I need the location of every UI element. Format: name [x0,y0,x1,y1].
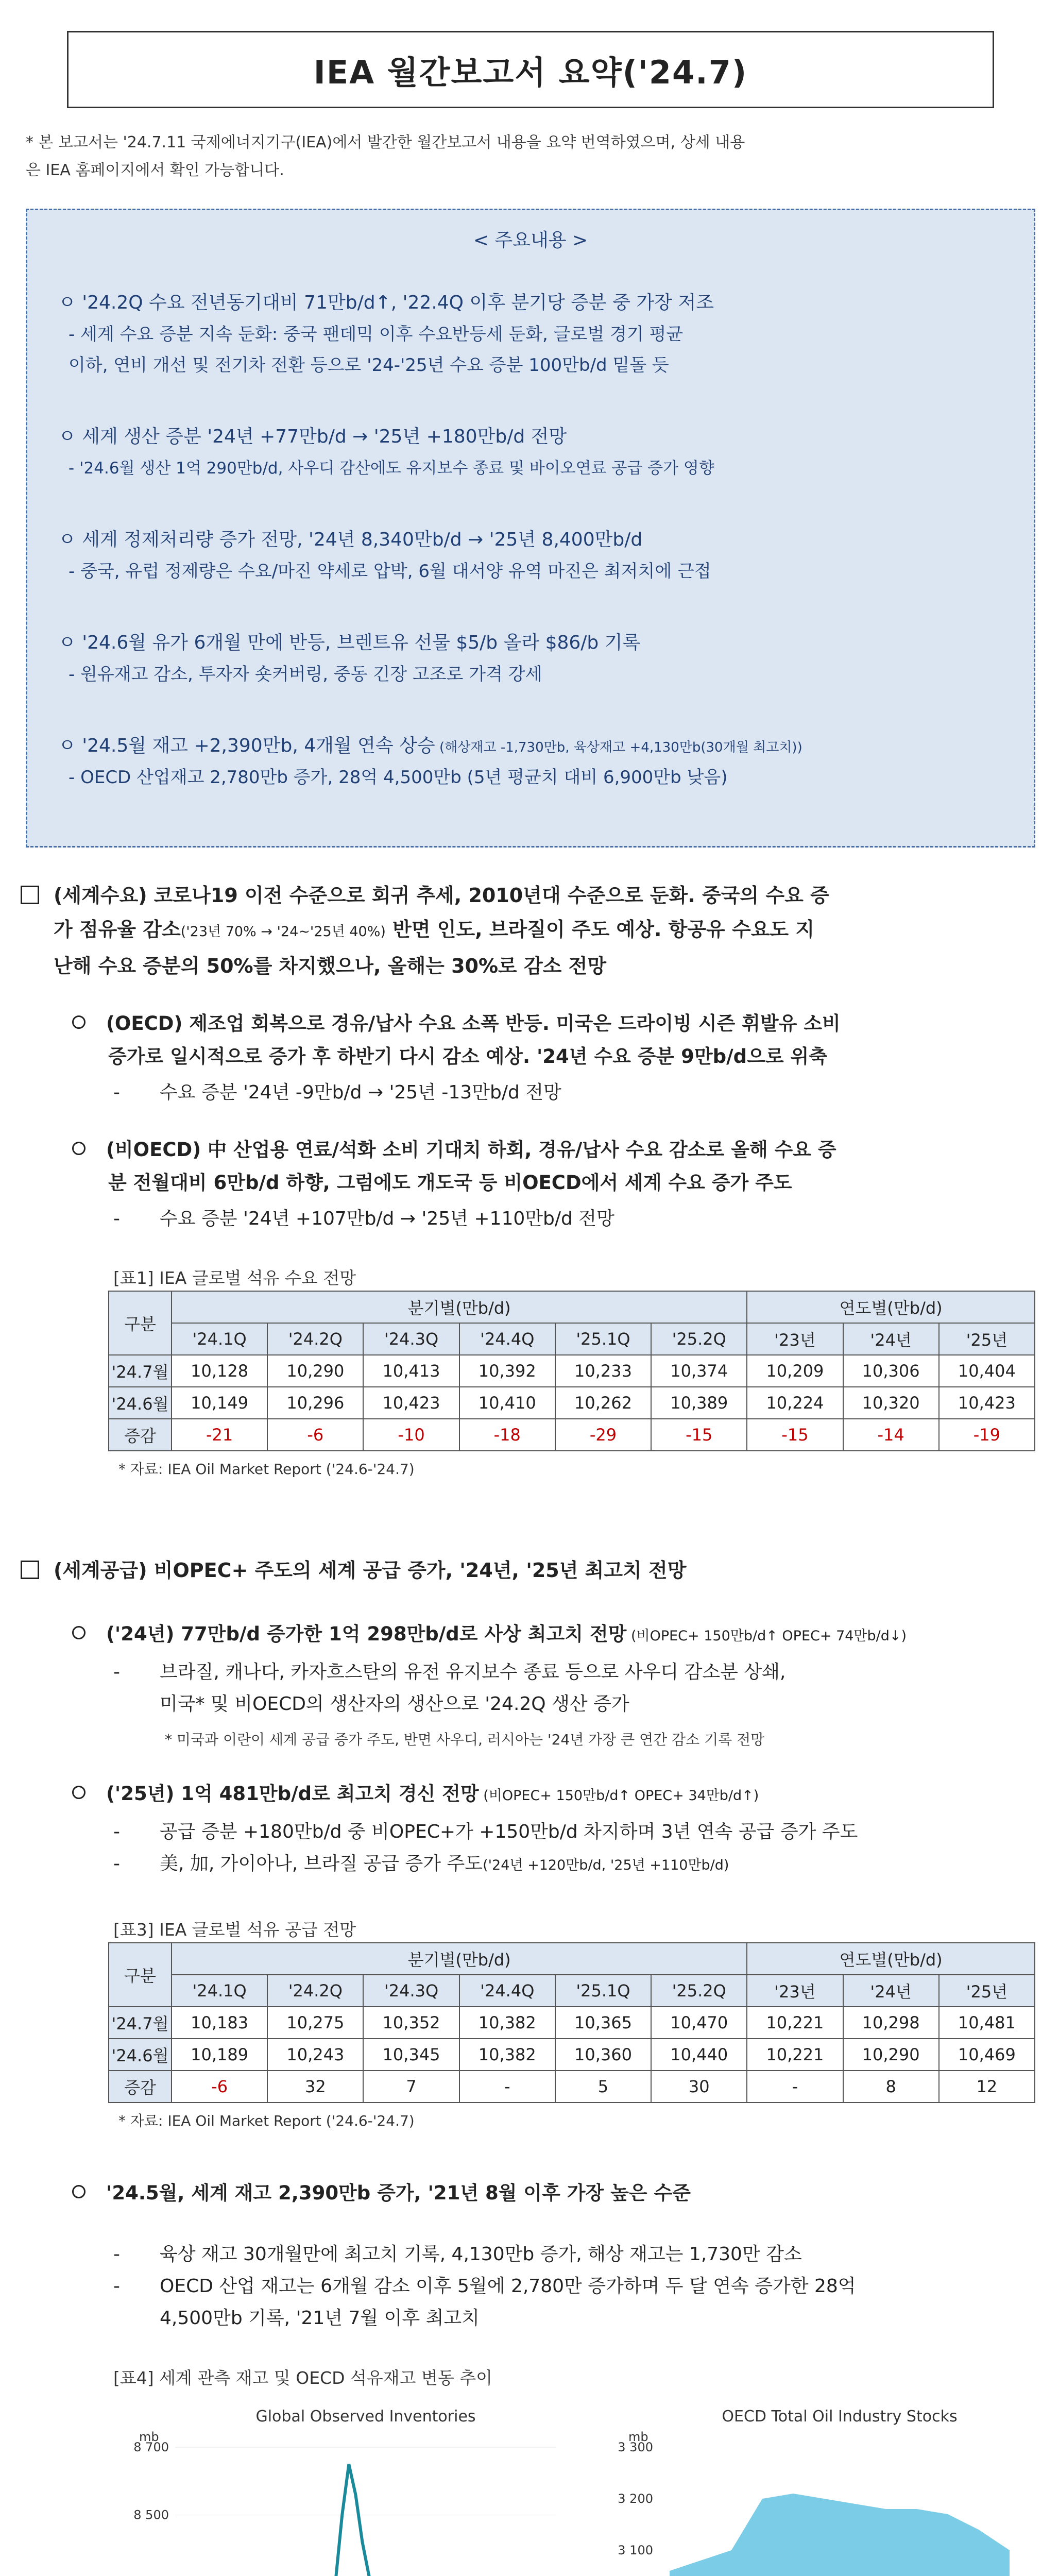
title-box [67,31,994,108]
table-cell: 10,296 [267,1387,363,1419]
y-tick-label: 3 300 [618,2440,653,2454]
table-cell: 10,149 [172,1387,267,1419]
demand-non-oecd-dash: - 수요 증분 '24년 +107만b/d → '25년 +110만b/d 전망 [113,1208,614,1229]
table-col-header: '24.1Q [172,1975,267,2007]
heading-line: (세계공급) 비OPEC+ 주도의 세계 공급 증가, '24년, '25년 최고치 전망 [54,1559,687,1582]
inventory-charts [103,2401,1040,2576]
table-group-quarterly: 분기별(만b/d) [172,1291,747,1323]
table-cell: 7 [363,2071,459,2103]
dash-text: 미국* 및 비OECD의 생산자의 생산으로 '24.2Q 생산 증가 [160,1693,629,1715]
sub-inline-note: (비OPEC+ 150만b/d↑ OPEC+ 34만b/d↑) [479,1788,759,1804]
supply-2025 [72,1777,1040,1812]
inventory-dash: - 육상 재고 30개월만에 최고치 기록, 4,130만b 증가, 해상 재고는 1,730만 감소 - OECD 산업 재고는 6개월 감소 이후 5월에 2,780만 증가하며 두 달 연속 증가한 28억 4,500만b 기록, '21년 7월 이후 최고치 [113,2239,1040,2334]
intro-note [26,129,1035,184]
table-col-header: '25년 [939,1323,1035,1355]
supply-2025-dash: - 공급 증분 +180만b/d 중 비OPEC+가 +150만b/d 차지하며 3년 연속 공급 증가 주도 - 美, 加, 가이아나, 브라질 공급 증가 주도('24년 +120만b/d, '25년 +110만b/d) [113,1821,858,1874]
table-col-header: '25.2Q [651,1323,747,1355]
table-corner: 구분 [109,1291,172,1355]
table-cell: -15 [747,1419,843,1451]
sub-line: ('25년) 1억 481만b/d로 최고치 경신 전망 [106,1783,479,1805]
table-cell: 10,423 [363,1387,459,1419]
key-item-sub: - '24.6월 생산 1억 290만b/d, 사우디 감산에도 유지보수 종료 및 바이오연료 공급 증가 영향 [69,459,714,478]
circle-bullet-icon [72,2185,86,2198]
range-2019-2023-band [670,2494,1010,2576]
table-group-quarterly: 분기별(만b/d) [172,1943,747,1975]
table-col-header: '24.4Q [459,1323,555,1355]
table-cell: -18 [459,1419,555,1451]
checkbox-square-icon [21,1561,39,1579]
y-tick-label: 3 100 [618,2543,653,2557]
global-inventories-chart [133,2408,568,2576]
key-item-sub: - 중국, 유럽 정제량은 수요/마진 약세로 압박, 6월 대서양 유역 마진은 최저치에 근접 [69,561,711,582]
table-corner: 구분 [109,1943,172,2007]
key-item-main [58,731,1006,763]
table-cell: 10,233 [555,1355,651,1387]
table-row [109,2007,1035,2039]
y-tick-label: 8 500 [133,2507,169,2522]
table-cell: 10,290 [843,2039,939,2071]
table-cell: 10,360 [555,2039,651,2071]
key-item-sub: - 원유재고 감소, 투자자 숏커버링, 중동 긴장 고조로 가격 강세 [69,664,542,685]
demand-non-oecd [72,1133,1040,1199]
table-row [109,2039,1035,2071]
table-cell: 10,469 [939,2039,1035,2071]
key-item-main: ㅇ 세계 생산 증분 '24년 +77만b/d → '25년 +180만b/d 전망 [58,426,567,447]
table-col-header: '24.3Q [363,1323,459,1355]
table-cell: 10,470 [651,2007,747,2039]
key-summary-box [26,209,1035,848]
table-row [109,1387,1035,1419]
sub-line: 증가로 일시적으로 증가 후 하반기 다시 감소 예상. '24년 수요 증분 9만b/d으로 위축 [108,1045,827,1067]
circle-bullet-icon [72,1142,86,1155]
dash-text: 4,500만b 기록, '21년 7월 이후 최고치 [160,2308,480,2329]
table-cell: 10,320 [843,1387,939,1419]
heading-line: 난해 수요 증분의 50%를 차지했으나, 올해는 30%로 감소 전망 [54,955,607,977]
table-cell: 10,183 [172,2007,267,2039]
table-col-header: '23년 [747,1975,843,2007]
row-label: 증감 [109,2071,172,2103]
table-cell: -6 [267,1419,363,1451]
table-cell: 10,382 [459,2007,555,2039]
table-col-header: '23년 [747,1323,843,1355]
inventory-series-line [180,2464,551,2576]
heading-inline-note: ('23년 70% → '24~'25년 40%) [180,924,386,940]
section-demand-heading [21,878,1040,983]
table-cell: - [459,2071,555,2103]
table-cell: 10,221 [747,2007,843,2039]
table3-source: * 자료: IEA Oil Market Report ('24.6-'24.7) [118,2112,415,2129]
chart-title: Global Observed Inventories [255,2408,476,2426]
table-cell: 10,243 [267,2039,363,2071]
table-cell: - [747,2071,843,2103]
key-item-main: ㅇ '24.6월 유가 6개월 만에 반등, 브렌트유 선물 $5/b 올라 $86/b 기록 [58,632,641,653]
supply-2024-dash: - 브라질, 캐나다, 카자흐스탄의 유전 유지보수 종료 등으로 사우디 감소분 상쇄, 미국* 및 비OECD의 생산자의 생산으로 '24.2Q 생산 증가 [113,1656,1040,1720]
axis-unit-label: mb [628,2430,648,2444]
table-cell: 10,404 [939,1355,1035,1387]
table-row [109,2071,1035,2103]
intro-note-line: * 본 보고서는 '24.7.11 국제에너지기구(IEA)에서 발간한 월간보고서 내용을 요약 번역하였으며, 상세 내용 [26,133,745,151]
row-label: '24.7월 [109,1355,172,1387]
table-cell: -10 [363,1419,459,1451]
sub-line: '24.5월, 세계 재고 2,390만b 증가, '21년 8월 이후 가장 높은 수준 [106,2182,691,2204]
table-cell: 10,290 [267,1355,363,1387]
table-col-header: '24.2Q [267,1975,363,2007]
table-cell: 10,189 [172,2039,267,2071]
key-item-main: ㅇ '24.2Q 수요 전년동기대비 71만b/d↑, '22.4Q 이후 분기당 증분 중 가장 저조 [58,292,714,313]
table-cell: 10,413 [363,1355,459,1387]
table-cell: -21 [172,1419,267,1451]
table-col-header: '24.3Q [363,1975,459,2007]
table-cell: 12 [939,2071,1035,2103]
key-item-main-note: (해상재고 -1,730만b, 육상재고 +4,130만b(30개월 최고치)) [435,740,802,755]
checkbox-square-icon [21,886,39,904]
table-cell: 10,423 [939,1387,1035,1419]
table-col-header: '24년 [843,1975,939,2007]
circle-bullet-icon [72,1626,86,1639]
table-col-header: '24.2Q [267,1323,363,1355]
table-cell: 10,224 [747,1387,843,1419]
table-col-header: '24년 [843,1323,939,1355]
table-cell: 10,306 [843,1355,939,1387]
table-cell: 10,275 [267,2007,363,2039]
dash-text: 수요 증분 '24년 -9만b/d → '25년 -13만b/d 전망 [160,1082,561,1103]
circle-bullet-icon [72,1015,86,1029]
dash-text: 美, 加, 가이아나, 브라질 공급 증가 주도 [160,1853,483,1874]
table-cell: -29 [555,1419,651,1451]
table-cell: 10,345 [363,2039,459,2071]
chart-caption: [표4] 세계 관측 재고 및 OECD 석유재고 변동 추이 [113,2368,492,2388]
circle-bullet-icon [72,1786,86,1799]
table-cell: 10,410 [459,1387,555,1419]
table-cell: 30 [651,2071,747,2103]
table-cell: 5 [555,2071,651,2103]
key-item-sub: - 세계 수요 증분 지속 둔화: 중국 팬데믹 이후 수요반등세 둔화, 글로벌 경기 평균 [69,324,684,345]
y-tick-label: 3 200 [618,2492,653,2506]
inventory-heading [72,2177,1040,2210]
page-title: IEA 월간보고서 요약('24.7) [313,53,748,91]
key-item-sub: 이하, 연비 개선 및 전기차 전환 등으로 '24-'25년 수요 증분 100만b/d 밑돌 듯 [69,355,669,376]
key-item-main-text: ㅇ '24.5월 재고 +2,390만b, 4개월 연속 상승 [58,735,435,756]
table-cell: -15 [651,1419,747,1451]
dash-text: 공급 증분 +180만b/d 중 비OPEC+가 +150만b/d 차지하며 3년 연속 공급 증가 주도 [160,1821,858,1842]
table-cell: 10,352 [363,2007,459,2039]
supply-table [108,1942,1035,2103]
intro-note-line: 은 IEA 홈페이지에서 확인 가능합니다. [26,161,284,179]
demand-table [108,1291,1035,1451]
table-cell: -6 [172,2071,267,2103]
table-cell: 10,382 [459,2039,555,2071]
table-group-yearly: 연도별(만b/d) [747,1943,1035,1975]
table-cell: 10,365 [555,2007,651,2039]
heading-line: 가 점유율 감소 [54,918,181,941]
table-cell: 10,221 [747,2039,843,2071]
table-row [109,1355,1035,1387]
table-cell: -19 [939,1419,1035,1451]
dash-inline-note: ('24년 +120만b/d, '25년 +110만b/d) [483,1857,729,1873]
section-supply-heading [21,1553,1040,1587]
row-label: '24.6월 [109,1387,172,1419]
supply-2024 [72,1618,1040,1653]
row-label: '24.6월 [109,2039,172,2071]
heading-line: 반면 인도, 브라질이 주도 예상. 항공유 수요도 지 [385,918,815,941]
heading-line: (세계수요) 코로나19 이전 수준으로 회귀 추세, 2010년대 수준으로 둔화. 중국의 수요 증 [54,884,829,907]
table-cell: 10,262 [555,1387,651,1419]
key-item-sub: - OECD 산업재고 2,780만b 증가, 28억 4,500만b (5년 평균치 대비 6,900만b 낮음) [69,767,728,788]
dash-text: 브라질, 캐나다, 카자흐스탄의 유전 유지보수 종료 등으로 사우디 감소분 상쇄, [160,1662,786,1683]
table-row [109,1419,1035,1451]
y-tick-label: 8 700 [133,2440,169,2454]
table-cell: 8 [843,2071,939,2103]
row-label: 증감 [109,1419,172,1451]
table-col-header: '25.1Q [555,1323,651,1355]
sub-line: 분 전월대비 6만b/d 하향, 그럼에도 개도국 등 비OECD에서 세계 수요 증가 주도 [108,1172,792,1194]
table-cell: 10,128 [172,1355,267,1387]
table-cell: -14 [843,1419,939,1451]
table3-caption: [표3] IEA 글로벌 석유 공급 전망 [113,1920,356,1940]
table-group-yearly: 연도별(만b/d) [747,1291,1035,1323]
table1-source: * 자료: IEA Oil Market Report ('24.6-'24.7) [118,1461,415,1478]
table-cell: 10,298 [843,2007,939,2039]
table-cell: 10,209 [747,1355,843,1387]
sub-line: ('24년) 77만b/d 증가한 1억 298만b/d로 사상 최고치 전망 [106,1623,627,1645]
table-col-header: '25년 [939,1975,1035,2007]
table-col-header: '25.1Q [555,1975,651,2007]
dash-text: OECD 산업 재고는 6개월 감소 이후 5월에 2,780만 증가하며 두 달 연속 증가한 28억 [160,2276,856,2297]
table-col-header: '25.2Q [651,1975,747,2007]
dash-text: 수요 증분 '24년 +107만b/d → '25년 +110만b/d 전망 [160,1208,614,1229]
chart-title: OECD Total Oil Industry Stocks [722,2408,958,2426]
table-cell: 10,374 [651,1355,747,1387]
table-col-header: '24.4Q [459,1975,555,2007]
sub-inline-note: (비OPEC+ 150만b/d↑ OPEC+ 74만b/d↓) [626,1628,907,1644]
row-label: '24.7월 [109,2007,172,2039]
table-cell: 10,389 [651,1387,747,1419]
supply-2024-footnote: * 미국과 이란이 세계 공급 증가 주도, 반면 사우디, 러시아는 '24년 가장 큰 연간 감소 기록 전망 [165,1731,765,1748]
table-cell: 10,481 [939,2007,1035,2039]
table-cell: 10,392 [459,1355,555,1387]
table1-caption: [표1] IEA 글로벌 석유 수요 전망 [113,1268,356,1288]
demand-oecd-dash: - 수요 증분 '24년 -9만b/d → '25년 -13만b/d 전망 [113,1082,561,1103]
sub-line: (OECD) 제조업 회복으로 경유/납사 수요 소폭 반등. 미국은 드라이빙 시즌 휘발유 소비 [106,1012,841,1035]
axis-unit-label: mb [139,2430,159,2444]
oecd-stocks-chart [618,2408,1020,2576]
key-item-main: ㅇ 세계 정제처리량 증가 전망, '24년 8,340만b/d → '25년 8,400만b/d [58,529,643,550]
demand-oecd [72,1007,1040,1073]
table-col-header: '24.1Q [172,1323,267,1355]
dash-text: 육상 재고 30개월만에 최고치 기록, 4,130만b 증가, 해상 재고는 1,730만 감소 [160,2244,802,2265]
sub-line: (비OECD) 中 산업용 연료/석화 소비 기대치 하회, 경유/납사 수요 감소로 올해 수요 증 [106,1139,836,1161]
table-cell: 10,440 [651,2039,747,2071]
table-cell: 32 [267,2071,363,2103]
key-summary-title: < 주요내용 > [473,230,588,251]
